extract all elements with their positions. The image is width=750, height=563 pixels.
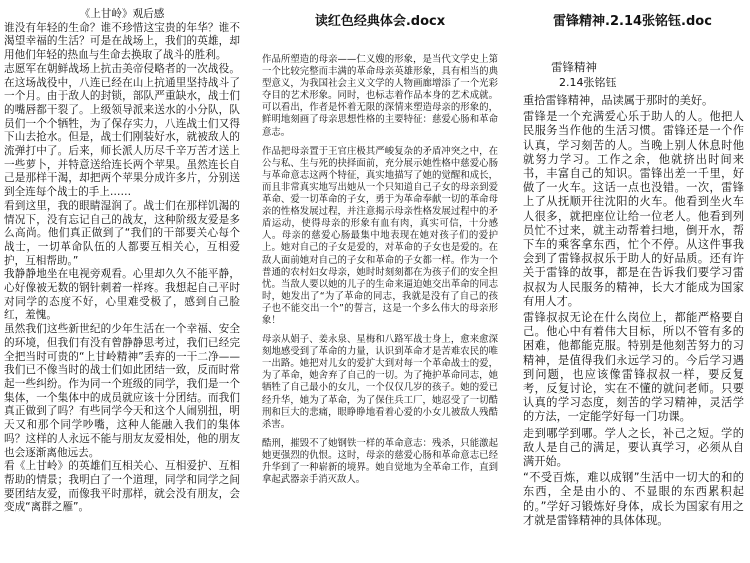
paragraph: 酷刑，摧毁不了她钢铁一样的革命意志：残杀，只能激起她更强烈的仇恨。这时，母亲的慈爱心肠和革命意志已经升华到了一种崭新的境界。她自觉地为全革命工作，直到拿起武器亲手消灭敌人。 [262,437,498,486]
document-heading: 雷锋精神 [551,60,597,74]
paragraph: 志愿军在朝鲜战场上抗击美帝侵略者的一次战役。在这场战役中，八连已经在山上抗通里坚持战斗了一个月。由于敌人的封锁，部队严重缺水，战士们的嘴唇都干裂了。上级领导派来送水的小分队，队员们一个个牺牲，为了保存实力，八连战士们又得下山去抢水。但是，战士们刚装好水，就被敌人的流弹打中了。后来，师长派人历尽千辛万苦才送上一些萝卜，并特意送给连长两个苹果。虽然连长自己是那样干渴，却把两个苹果分成许多片，分别送到全连每个战士的手上…… [4,62,240,199]
paragraph: 谁没有年轻的生命？谁不珍惜这宝贵的年华？谁不渴望幸福的生活？可是在战场上，我们的英雄，却用他们年轻的热血与生命去换取了战斗的胜利。 [4,21,240,62]
paragraph: 我静静地坐在电视旁观看。心里却久久不能平静，心好像被无数的钢针刺着一样疼。我想起自己平时对同学的态度不好，心里难受极了，感到自己脸红，羞愧。 [4,268,240,322]
paragraph: 虽然我们这些新世纪的少年生活在一个幸福、安全的环境，但我们有没有曾静静思考过，我们已经完全把当时可贵的“上甘岭精神”丢弃的一干二净——我们已不像当时的战士们如此团结一致，反而时常起一些纠纷。作为同一个班级的同学，我们是一个集体，一个集体中的成员就应该十分团结。而我们真正做到了吗？有些同学今天和这个人闹别扭，明天又和那个同学吵嘴，这种人能融入我们的集体吗？这样的人永远不能与朋友友爱相处，他的朋友也会逐渐离他远去。 [4,323,240,459]
document-panel-2[interactable] [260,0,500,563]
document-body [0,0,244,515]
document-panel-1[interactable] [0,0,244,563]
document-heading: 《上甘岭》观后感 [79,8,165,20]
document-author: 2.14张铭钰 [559,76,617,89]
document-body [515,40,750,528]
paragraph: 作品把母亲置于王官庄极其严峻复杂的矛盾冲突之中，在公与私、生与死的抉择面前，充分展示她性格中慈爱心肠与革命意志这两个特征，真实地描写了她的觉醒和成长，而且非常真实地写出她从一个只知道自己子女的母亲到爱革命、爱一切革命的子女，勇于为革命奉献一切的革命母亲的性格发展过程，并注意揭示母亲性格发展过程中的矛盾运动，使得母亲的形象有血有肉，真实可信，十分感人。母亲的慈爱心肠最集中地表现在她对孩子们的爱护上。她对自己的子女是爱的，对革命的子女也是爱的。在敌人面前她对自己的子女和革命的子女都一样。作为一个普通的农村妇女母亲，她时时刻刻都在为孩子们的安全担忧。当敌人要以她的儿子的生命来逼迫她交出革命的同志时，她发出了“为了革命的同志，我就是没有了自己的孩子也不能交出一个”的誓言，这是一个多么伟大的母亲形象！ [262,145,498,326]
paragraph: 雷锋是一个充满爱心乐于助人的人。他把人民服务当作他的生活习惯。雷锋还是一个作认真，学习刻苦的人。当晚上别人休息时他就努力学习。工作之余，他就挤出时间来书，丰富自己的知识。雷锋出差一千里，好做了一火车。这话一点也没错。一次，雷锋上了从抚顺开往沈阳的火车。他看到坐火车人很多，就把座位让给一位老人。他看到列员忙不过来，就主动帮着扫地，倒开水，帮下车的乘客拿东西，忙个不停。从这件事我会到了雷锋叔叔乐于助人的好品质。还有许关于雷锋的故事，都是在告诉我们要学习雷叔叔为人民服务的精神，长大才能成为国家有用人才。 [523,110,744,308]
document-body [260,40,500,486]
paragraph: 看《上甘岭》的英雄们互相关心、互相爱护、互相帮助的情景；我明白了一个道理，同学和同学之间要团结友爱，而像我平时那样，就会没有朋友，会变成“离群之雁”。 [4,460,240,514]
document-filename: 读红色经典体会.docx [314,14,446,29]
paragraph: 走到哪学到哪。学人之长，补己之短。学的敌人是自己的满足，要认真学习，必须从自满开始。 [523,426,744,469]
document-panel-3[interactable] [515,0,750,563]
paragraph: 作品所塑造的母亲——仁义嫂的形象，是当代文学史上第一个比较完整而丰满的革命母亲英雄形象，具有相当的典型意义，为我国社会主义文学的人物画廊增添了一个光彩夺目的艺术形象。同时，也标志着作品本身的艺术成就。可以看出，作者是怀着无限的深情来塑造母亲的形象的，鲜明地刻画了母亲思想性格的主要特征：慈爱心肠和革命意志。 [262,54,498,138]
paragraph: 重拾雷锋精神，品读属于那时的美好。 [523,94,714,107]
paragraph: 母亲从娟子、姜永泉、星梅和八路军战士身上，愈来愈深刻地感受到了革命的力量，认识到革命才是苦难农民的唯一出路。她把对儿女的爱扩大到对每一个革命战士的爱，为了革命，她舍弃了自己的一切。为了掩护革命同志，她牺牲了自己最小的女儿，一个仅仅几岁的孩子。她的爱已经升华，她为了革命，为了保住兵工厂，她忍受了一切酷刑和巨大的悲痛，眼睁睁地看着心爱的小女儿被敌人残酷杀害。 [262,334,498,430]
paragraph: 雷锋叔叔无论在什么岗位上，都能严格要自己。他心中有着伟大目标，所以不管有多的困难，他都能克服。特别是他刻苦努力的习精神，是值得我们永远学习的。今后学习遇到问题，也应该像雷锋叔叔一样，要反复考，反复讨论，实在不懂的就问老师。只要认真的学习态度，刻苦的学习精神，灵活学的方法，一定能学好每一门功课。 [523,311,744,424]
paragraph: “不受百炼，难以成钢”生活中一切大的和的东西，全是由小的、不显眼的东西累积起的。”学好习锻炼好身体，成长为国家有用之才就是雷锋精神的具体体现。 [523,471,744,527]
document-filename: 雷锋精神.2.14张铭钰.doc [553,14,712,29]
paragraph: 看到这里，我的眼睛湿润了。战士们在那样饥渴的情况下，没有忘记自己的战友，这种阶级友爱是多么高尚。他们真正做到了“我们的干部要关心每个战士，一切革命队伍的人都要互相关心，互相爱护，互相帮助。” [4,199,240,267]
